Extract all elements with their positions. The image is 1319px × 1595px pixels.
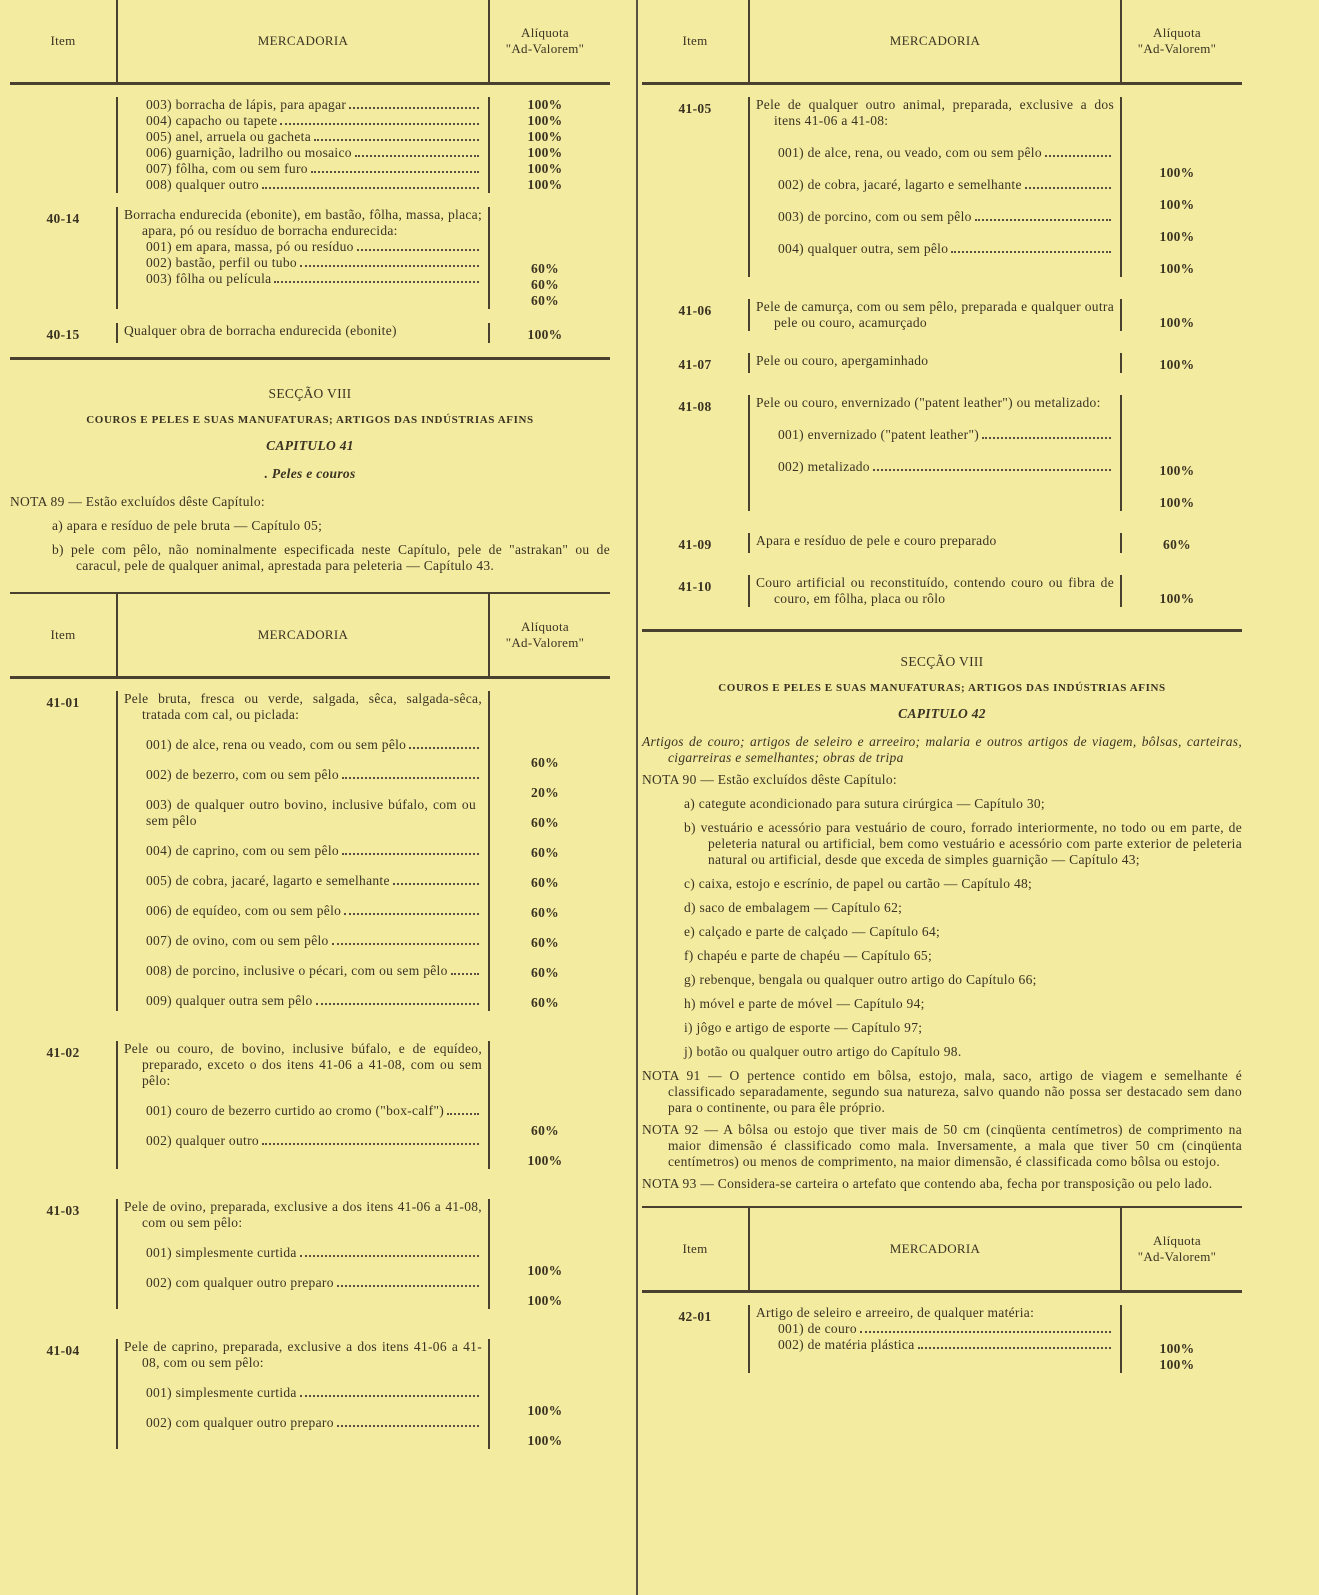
nota-paragraph: NOTA 93 — Considera-se carteira o artefato que contendo aba, fecha por transposição ou pelo lado. — [642, 1176, 1213, 1191]
table-row — [642, 353, 1242, 395]
subitem-rate: 60% — [531, 875, 559, 890]
subitem-text: 001) de couro — [778, 1321, 857, 1336]
subitem-text: 001) simplesmente curtida — [146, 1245, 297, 1260]
subitem — [756, 145, 1114, 161]
nota-89-items — [10, 518, 610, 574]
table-row — [10, 1339, 610, 1479]
aliquota-label: Alíquota — [1153, 25, 1201, 40]
subitem-rate: 60% — [531, 1123, 559, 1138]
subitem-text: 002) bastão, perfil ou tubo — [146, 255, 297, 270]
item-rates — [1122, 575, 1232, 607]
subitem-rate: 100% — [527, 145, 563, 160]
subitem — [124, 239, 482, 255]
subitem-text: 002) qualquer outro — [146, 1133, 259, 1148]
leader-dots — [337, 1275, 479, 1287]
subitem — [756, 427, 1114, 443]
subitem — [124, 161, 482, 177]
item-rates — [490, 97, 600, 193]
item-rate: 100% — [1159, 315, 1195, 330]
nota-89: NOTA 89 — Estão excluídos dêste Capítulo: — [10, 494, 265, 509]
item-rates — [490, 207, 600, 309]
spacer — [490, 691, 600, 741]
subitem-text: 004) qualquer outra, sem pêlo — [778, 241, 949, 256]
subitem-text: 002) de bezerro, com ou sem pêlo — [146, 767, 339, 782]
leader-dots — [274, 271, 479, 283]
subitem-rate: 100% — [1159, 463, 1195, 478]
item-rate: 100% — [1159, 591, 1195, 606]
column-header-item: Item — [682, 33, 708, 48]
leader-dots — [316, 993, 479, 1005]
leader-dots — [342, 843, 479, 855]
subitem-text: 005) anel, arruela ou gacheta — [146, 129, 311, 144]
leader-dots — [918, 1337, 1111, 1349]
aliquota-label: Alíquota — [521, 25, 569, 40]
item-code: 41-01 — [46, 695, 80, 710]
leader-dots — [393, 873, 479, 885]
subitem — [124, 271, 482, 287]
subitem-text: 001) simplesmente curtida — [146, 1385, 297, 1400]
chapter-subtitle: . Peles e couros — [264, 466, 356, 481]
subitem-text: 001) envernizado ("patent leather") — [778, 427, 980, 442]
description-text: Couro artificial ou reconstituído, contendo couro ou fibra de couro, em fôlha, placa ou rôlo — [756, 575, 1114, 606]
item-code: 41-09 — [678, 537, 712, 552]
chapter-subtitle: Artigos de couro; artigos de seleiro e arreeiro; malaria e outros artigos de viagem, bôlsas, carteiras, cigarreiras e semelhantes; obras de tripa — [642, 734, 1242, 765]
spacer — [490, 1339, 600, 1389]
subitem-text: 006) de equídeo, com ou sem pêlo — [146, 903, 342, 918]
description-text: Pele ou couro, de bovino, inclusive búfalo, e de equídeo, preparado, exceto o dos itens 41-06 a 41-08, com ou sem pêlo: — [124, 1041, 482, 1088]
subitem-rate: 60% — [531, 261, 559, 276]
item-code — [10, 97, 116, 193]
subitem-rate: 60% — [531, 815, 559, 830]
column-header-mercadoria: MERCADORIA — [748, 0, 1122, 82]
section-subtitle: COUROS E PELES E SUAS MANUFATURAS; ARTIGOS DAS INDÚSTRIAS AFINS — [718, 682, 1166, 694]
item-code: 40-15 — [46, 327, 80, 342]
table-row — [10, 323, 610, 357]
item-rates — [1122, 97, 1232, 277]
description-text: Artigo de seleiro e arreeiro, de qualquer matéria: — [756, 1305, 1035, 1320]
table-row — [10, 1199, 610, 1339]
item-description — [116, 97, 490, 193]
leader-dots — [311, 161, 479, 173]
description-text: Pele ou couro, apergaminhado — [756, 353, 929, 368]
subitem — [756, 209, 1114, 225]
column-header-item: Item — [50, 33, 76, 48]
description-text: Pele de qualquer outro animal, preparada, exclusive a dos itens 41-06 a 41-08: — [756, 97, 1114, 128]
item-rates — [490, 1339, 600, 1449]
item-code: 41-03 — [46, 1203, 80, 1218]
subitem-text: 002) com qualquer outro preparo — [146, 1415, 334, 1430]
subitem-text: 003) fôlha ou película — [146, 271, 272, 286]
tariff-table — [642, 0, 1242, 632]
subitem-text: 007) fôlha, com ou sem furo — [146, 161, 308, 176]
subitem-rate: 20% — [531, 785, 559, 800]
subitem-rate: 100% — [1159, 261, 1195, 276]
leader-dots — [314, 129, 479, 141]
subitem-rate: 100% — [527, 129, 563, 144]
item-code: 41-06 — [678, 303, 712, 318]
subitem — [124, 1275, 482, 1291]
column-header-aliquota — [490, 0, 600, 82]
leader-dots — [262, 1133, 479, 1145]
table-row — [10, 97, 610, 207]
item-description — [748, 575, 1122, 607]
table-row — [642, 575, 1242, 629]
subitem-rate: 100% — [527, 1153, 563, 1168]
column-header-item: Item — [682, 1241, 708, 1256]
item-description — [748, 1305, 1122, 1373]
subitem-rate: 100% — [1159, 197, 1195, 212]
table-header — [10, 0, 610, 85]
nota-90-items — [642, 796, 1242, 1060]
column-header-mercadoria: MERCADORIA — [116, 594, 490, 676]
spacer — [1122, 97, 1232, 149]
subitem — [124, 1133, 482, 1149]
column-header-aliquota — [1122, 0, 1232, 82]
description-text: Pele bruta, fresca ou verde, salgada, sêca, salgada-sêca, tratada com cal, ou piclada: — [124, 691, 482, 722]
nota-paragraph: NOTA 92 — A bôlsa ou estojo que tiver mais de 50 cm (cinqüenta centímetros) de comprimento na maior dimensão é classificado como mala. Inversamente, a mala que tiver 50 cm (cinqüenta centímetros) ou menos de comprimento, na maior dimensão, é classificada como bôlsa ou estojo. — [642, 1122, 1242, 1169]
item-code: 41-05 — [678, 101, 712, 116]
subitem-text: 005) de cobra, jacaré, lagarto e semelhante — [146, 873, 390, 888]
item-code: 42-01 — [678, 1309, 712, 1324]
leader-dots — [355, 145, 479, 157]
subitem — [124, 797, 482, 829]
subitem — [124, 145, 482, 161]
nota-item: c) caixa, estojo e escrínio, de papel ou cartão — Capítulo 48; — [684, 876, 1033, 891]
nota-item: f) chapéu e parte de chapéu — Capítulo 65; — [684, 948, 933, 963]
subitem — [756, 177, 1114, 193]
leader-dots — [262, 177, 479, 189]
subitem-text: 002) metalizado — [778, 459, 870, 474]
leader-dots — [344, 903, 479, 915]
leader-dots — [1045, 145, 1111, 157]
leader-dots — [873, 459, 1111, 471]
leader-dots — [300, 1245, 479, 1257]
subitem-rate: 100% — [527, 1433, 563, 1448]
nota-item: j) botão ou qualquer outro artigo do Capítulo 98. — [684, 1044, 962, 1059]
description-text: Pele de camurça, com ou sem pêlo, preparada e qualquer outra pele ou couro, acamurçado — [756, 299, 1114, 330]
item-description — [748, 97, 1122, 277]
subitem-rate: 100% — [527, 177, 563, 192]
subitem-text: 003) de porcino, com ou sem pêlo — [778, 209, 972, 224]
leader-dots — [409, 737, 479, 749]
item-rates — [1122, 299, 1232, 331]
ad-valorem-label: "Ad-Valorem" — [1137, 1249, 1217, 1264]
leader-dots — [300, 255, 479, 267]
subitem — [756, 1321, 1114, 1337]
subitem-rate: 60% — [531, 755, 559, 770]
leader-dots — [951, 241, 1111, 253]
subitem-rate: 100% — [527, 1263, 563, 1278]
leader-dots — [337, 1415, 479, 1427]
item-code: 41-08 — [678, 399, 712, 414]
subitem-rate: 100% — [527, 113, 563, 128]
subitem — [124, 177, 482, 193]
item-description — [748, 299, 1122, 331]
leader-dots — [342, 767, 479, 779]
column-header-mercadoria: MERCADORIA — [748, 1208, 1122, 1290]
subitem-text: 001) de alce, rena, ou veado, com ou sem pêlo — [778, 145, 1042, 160]
nota-item: i) jôgo e artigo de esporte — Capítulo 97; — [684, 1020, 923, 1035]
subitem-rate: 60% — [531, 845, 559, 860]
subitem — [124, 993, 482, 1009]
aliquota-label: Alíquota — [521, 619, 569, 634]
nota-item: a) categute acondicionado para sutura cirúrgica — Capítulo 30; — [684, 796, 1045, 811]
subitem — [124, 255, 482, 271]
description-text: Pele ou couro, envernizado ("patent leather") ou metalizado: — [756, 395, 1101, 410]
aliquota-label: Alíquota — [1153, 1233, 1201, 1248]
subitem-text: 008) qualquer outro — [146, 177, 259, 192]
subitem — [756, 459, 1114, 475]
leader-dots — [975, 209, 1111, 221]
item-rates — [1122, 353, 1232, 373]
table-row — [642, 97, 1242, 299]
item-rate: 60% — [1163, 537, 1191, 552]
spacer — [490, 207, 600, 261]
table-header — [642, 1208, 1242, 1293]
spacer — [1122, 395, 1232, 447]
item-rates — [1122, 1305, 1232, 1373]
item-code: 41-02 — [46, 1045, 80, 1060]
subitem — [756, 241, 1114, 257]
subitem-text: 008) de porcino, inclusive o pécari, com ou sem pêlo — [146, 963, 448, 978]
subitem-text: 006) guarnição, ladrilho ou mosaico — [146, 145, 352, 160]
leader-dots — [280, 113, 479, 125]
item-description — [748, 533, 1122, 553]
left-column — [10, 0, 610, 1487]
subitem — [124, 767, 482, 783]
description-text: Borracha endurecida (ebonite), em bastão, fôlha, massa, placa; apara, pó ou resíduo de borracha endurecida: — [124, 207, 482, 238]
notes — [642, 1068, 1242, 1192]
subitem — [124, 873, 482, 889]
subitem — [124, 737, 482, 753]
description-text: Pele de ovino, preparada, exclusive a dos itens 41-06 a 41-08, com ou sem pêlo: — [124, 1199, 482, 1230]
tariff-table — [10, 592, 610, 1479]
item-description — [116, 1339, 490, 1449]
item-rate: 100% — [527, 327, 563, 342]
subitem-rate: 100% — [527, 97, 563, 112]
item-description — [748, 395, 1122, 511]
subitem-rate: 100% — [1159, 229, 1195, 244]
table-row — [642, 533, 1242, 575]
item-rate: 100% — [1159, 357, 1195, 372]
subitem-text: 001) de alce, rena ou veado, com ou sem pêlo — [146, 737, 407, 752]
subitem-text: 001) couro de bezerro curtido ao cromo ("box-calf") — [146, 1103, 445, 1118]
subitem — [124, 1385, 482, 1401]
item-description — [116, 1041, 490, 1169]
subitem — [124, 1103, 482, 1119]
chapter-title: CAPITULO 41 — [266, 438, 354, 453]
table-header — [10, 594, 610, 679]
table-row — [642, 395, 1242, 533]
item-code: 41-07 — [678, 357, 712, 372]
item-rates — [1122, 533, 1232, 553]
section-title: SECÇÃO VIII — [268, 386, 352, 401]
item-description — [116, 1199, 490, 1309]
section-subtitle: COUROS E PELES E SUAS MANUFATURAS; ARTIGOS DAS INDÚSTRIAS AFINS — [86, 414, 534, 426]
nota-item: d) saco de embalagem — Capítulo 62; — [684, 900, 903, 915]
nota-90: NOTA 90 — Estão excluídos dêste Capítulo: — [642, 772, 897, 787]
item-rates — [490, 1041, 600, 1169]
description-text: Pele de caprino, preparada, exclusive a dos itens 41-06 a 41-08, com ou sem pêlo: — [124, 1339, 482, 1370]
subitem-rate: 100% — [527, 1293, 563, 1308]
subitem-text: 002) de matéria plástica — [778, 1337, 915, 1352]
column-header-aliquota — [1122, 1208, 1232, 1290]
subitem-text: 001) em apara, massa, pó ou resíduo — [146, 239, 354, 254]
nota-item: b) vestuário e acessório para vestuário de couro, forrado interiormente, no todo ou em parte, de peleteria natural ou artificial, bem como vestuário e acessório com parte exterior de peleteria natural ou artificial, desde que exceda de simples guarnição — Capítulo 43; — [684, 820, 1242, 867]
subitem-rate: 60% — [531, 905, 559, 920]
subitem-text: 003) de qualquer outro bovino, inclusive búfalo, com ou sem pêlo — [146, 797, 476, 828]
nota-item: h) móvel e parte de móvel — Capítulo 94; — [684, 996, 925, 1011]
subitem — [124, 903, 482, 919]
leader-dots — [357, 239, 479, 251]
item-code: 40-14 — [46, 211, 80, 226]
item-code: 41-04 — [46, 1343, 80, 1358]
item-rates — [1122, 395, 1232, 511]
nota-item: b) pele com pêlo, não nominalmente especificada neste Capítulo, pele de "astrakan" ou de caracul, pele de qualquer animal, aprestada para peleteria — Capítulo 43. — [52, 542, 610, 573]
subitem-text: 004) de caprino, com ou sem pêlo — [146, 843, 339, 858]
nota-item: a) apara e resíduo de pele bruta — Capítulo 05; — [52, 518, 323, 533]
right-column — [636, 0, 1242, 1595]
nota-item: e) calçado e parte de calçado — Capítulo 64; — [684, 924, 941, 939]
leader-dots — [332, 933, 479, 945]
description-text: Qualquer obra de borracha endurecida (ebonite) — [124, 323, 397, 338]
item-rates — [490, 323, 600, 343]
leader-dots — [451, 963, 479, 975]
item-rates — [490, 1199, 600, 1309]
nota-paragraph: NOTA 91 — O pertence contido em bôlsa, estojo, mala, saco, artigo de viagem e semelhante é classificado separadamente, segundo sua natureza, salvo quando não possa ser destacado sem dano para o continente, ou para êle próprio. — [642, 1068, 1242, 1115]
subitem-rate: 60% — [531, 965, 559, 980]
subitem — [124, 963, 482, 979]
item-description — [116, 323, 490, 343]
description-text: Apara e resíduo de pele e couro preparado — [756, 533, 997, 548]
table-row — [642, 1305, 1242, 1383]
spacer — [1122, 1305, 1232, 1341]
section-title: SECÇÃO VIII — [900, 654, 984, 669]
subitem-rate: 100% — [1159, 1357, 1195, 1372]
subitem — [124, 113, 482, 129]
spacer — [490, 1199, 600, 1249]
table-header — [642, 0, 1242, 85]
leader-dots — [1025, 177, 1111, 189]
table-row — [10, 691, 610, 1041]
column-header-mercadoria: MERCADORIA — [116, 0, 490, 82]
item-description — [116, 691, 490, 1011]
subitem-rate: 60% — [531, 995, 559, 1010]
subitem-rate: 100% — [1159, 165, 1195, 180]
subitem — [124, 933, 482, 949]
leader-dots — [982, 427, 1111, 439]
subitem — [124, 1245, 482, 1261]
table-row — [10, 207, 610, 323]
column-header-item: Item — [50, 627, 76, 642]
ad-valorem-label: "Ad-Valorem" — [1137, 41, 1217, 56]
subitem-text: 002) de cobra, jacaré, lagarto e semelhante — [778, 177, 1022, 192]
subitem-rate: 100% — [1159, 495, 1195, 510]
table-row — [642, 299, 1242, 353]
subitem-rate: 100% — [527, 1403, 563, 1418]
chapter-title: CAPITULO 42 — [898, 706, 986, 721]
subitem — [124, 843, 482, 859]
subitem-rate: 60% — [531, 277, 559, 292]
subitem-text: 007) de ovino, com ou sem pêlo — [146, 933, 329, 948]
subitem-text: 004) capacho ou tapete — [146, 113, 278, 128]
subitem-text: 002) com qualquer outro preparo — [146, 1275, 334, 1290]
leader-dots — [447, 1103, 479, 1115]
subitem — [756, 1337, 1114, 1353]
item-code: 41-10 — [678, 579, 712, 594]
subitem-rate: 100% — [1159, 1341, 1195, 1356]
subitem-text: 003) borracha de lápis, para apagar — [146, 97, 347, 112]
subitem-rate: 60% — [531, 293, 559, 308]
leader-dots — [300, 1385, 479, 1397]
item-rates — [490, 691, 600, 1011]
spacer — [490, 1041, 600, 1109]
column-header-aliquota — [490, 594, 600, 676]
ad-valorem-label: "Ad-Valorem" — [505, 41, 585, 56]
item-description — [116, 207, 490, 309]
subitem — [124, 129, 482, 145]
tariff-table — [10, 0, 610, 360]
ad-valorem-label: "Ad-Valorem" — [505, 635, 585, 650]
leader-dots — [860, 1321, 1111, 1333]
leader-dots — [349, 97, 479, 109]
tariff-table — [642, 1206, 1242, 1383]
subitem — [124, 1415, 482, 1431]
table-row — [10, 1041, 610, 1199]
subitem-rate: 100% — [527, 161, 563, 176]
subitem — [124, 97, 482, 113]
subitem-text: 009) qualquer outra sem pêlo — [146, 993, 313, 1008]
nota-item: g) rebenque, bengala ou qualquer outro artigo do Capítulo 66; — [684, 972, 1037, 987]
subitem-rate: 60% — [531, 935, 559, 950]
item-description — [748, 353, 1122, 373]
